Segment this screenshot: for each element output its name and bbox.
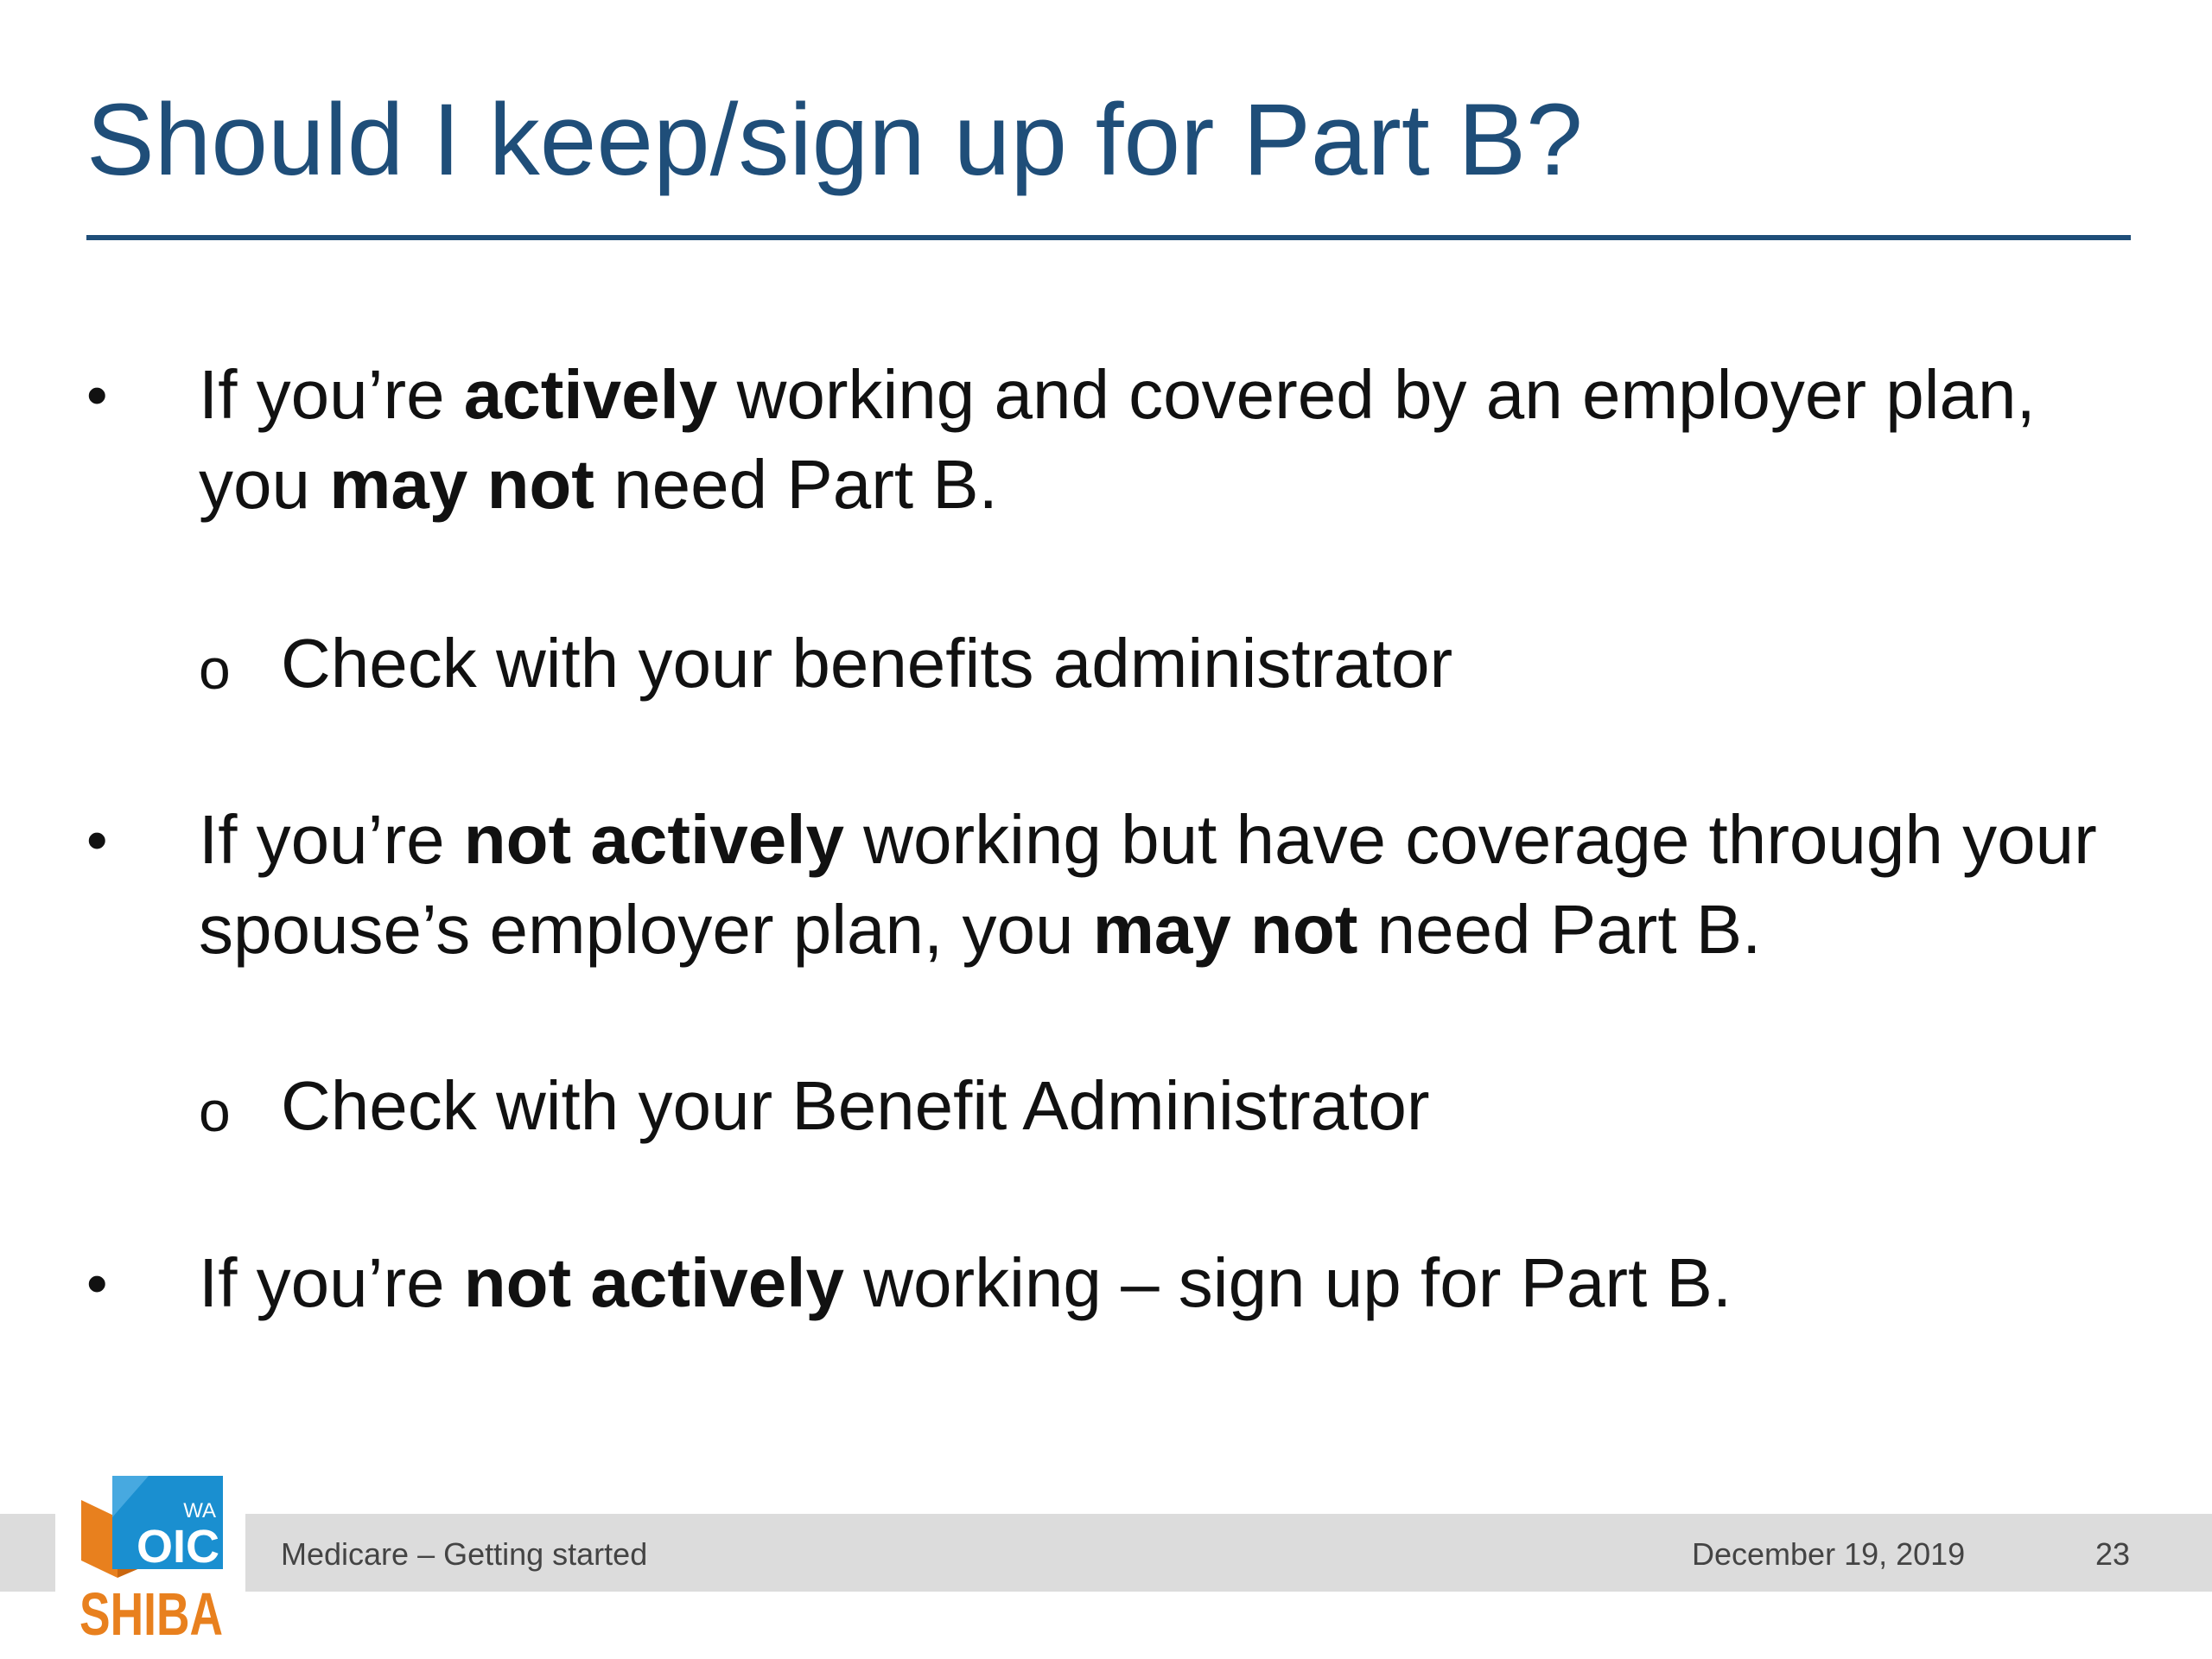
sub-bullet-text: Check with your benefits administrator <box>281 625 1453 702</box>
shiba-logo <box>55 1465 245 1647</box>
bullet-text <box>199 1238 2117 1328</box>
bullet-text-part: need Part B. <box>594 446 998 523</box>
bullet-marker: • <box>86 1249 108 1317</box>
sub-bullet-text: Check with your Benefit Administrator <box>281 1067 1430 1144</box>
bullet-text-bold: may not <box>329 446 594 523</box>
logo-program: SHIBA <box>79 1580 223 1648</box>
page-number: 23 <box>2095 1536 2131 1572</box>
bullet-text <box>199 795 2117 975</box>
logo-orange-fold <box>81 1500 118 1578</box>
bullet-text-bold: not actively <box>463 1244 844 1321</box>
title-underline <box>86 235 2131 240</box>
logo-state: WA <box>183 1499 216 1522</box>
bullet-text-bold: may not <box>1092 891 1358 968</box>
bullet-text-bold: not actively <box>463 801 844 878</box>
sub-bullet-marker: o <box>199 637 231 701</box>
footer-label: Medicare – Getting started <box>281 1536 648 1572</box>
bullet-text-part: working – sign up for Part B. <box>843 1244 1732 1321</box>
bullet-text-part: If you’re <box>199 801 464 878</box>
bullet-text-part: If you’re <box>199 1244 464 1321</box>
logo-agency: OIC <box>136 1521 219 1573</box>
bullet-text-part: working but have coverage through your spouse’s employer plan, you <box>199 801 2097 968</box>
footer-date: December 19, 2019 <box>1692 1536 1966 1572</box>
logo-graphic <box>55 1465 245 1647</box>
bullet-text <box>199 350 2117 530</box>
bullet-text-part: need Part B. <box>1357 891 1762 968</box>
bullet-marker: • <box>86 361 108 429</box>
bullet-text-bold: actively <box>463 356 718 433</box>
bullet-text-part: If you’re <box>199 356 464 433</box>
bullet-marker: • <box>86 806 108 874</box>
bullet-text-part: working and covered by an employer plan, you <box>199 356 2036 523</box>
sub-bullet-marker: o <box>199 1079 231 1143</box>
slide-title: Should I keep/sign up for Part B? <box>86 83 1583 197</box>
